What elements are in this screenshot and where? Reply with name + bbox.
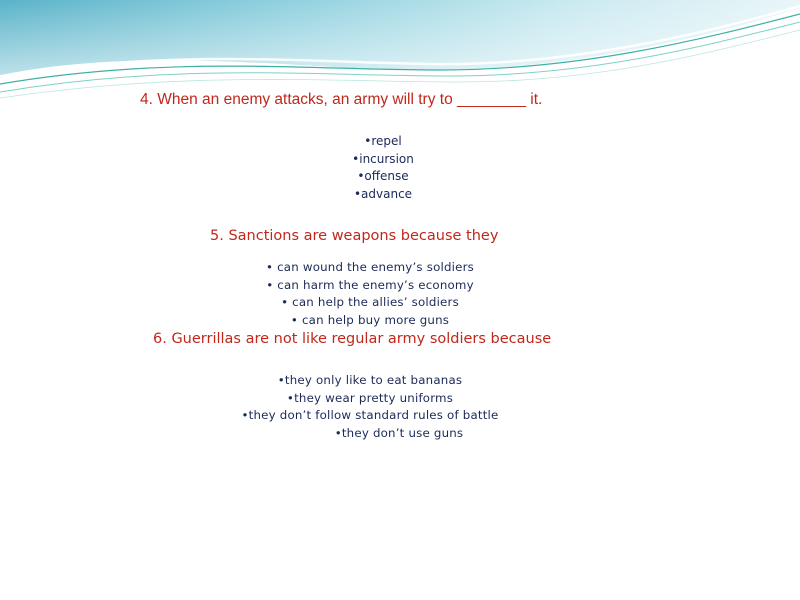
question-4: 4. When an enemy attacks, an army will try to ________ it. bbox=[140, 91, 543, 108]
option: •they only like to eat bananas bbox=[277, 373, 463, 387]
header-wave-decoration bbox=[0, 0, 800, 100]
option: • can harm the enemy’s economy bbox=[266, 277, 474, 292]
question-4-options bbox=[318, 133, 448, 203]
option: •incursion bbox=[352, 151, 414, 166]
option: •they wear pretty uniforms bbox=[286, 390, 454, 405]
option: •advance bbox=[353, 186, 413, 201]
option: • can help buy more guns bbox=[290, 312, 450, 327]
question-6: 6. Guerrillas are not like regular army soldiers because bbox=[153, 331, 552, 347]
question-6-options bbox=[200, 372, 540, 442]
question-5-options bbox=[240, 259, 500, 329]
option: •they don’t use guns bbox=[334, 425, 464, 440]
question-5: 5. Sanctions are weapons because they bbox=[210, 228, 499, 244]
option: • can wound the enemy’s soldiers bbox=[266, 260, 474, 274]
option: •they don’t follow standard rules of battle bbox=[241, 408, 499, 422]
option: •repel bbox=[364, 134, 402, 148]
option: •offense bbox=[357, 169, 409, 183]
option: • can help the allies’ soldiers bbox=[281, 295, 459, 309]
